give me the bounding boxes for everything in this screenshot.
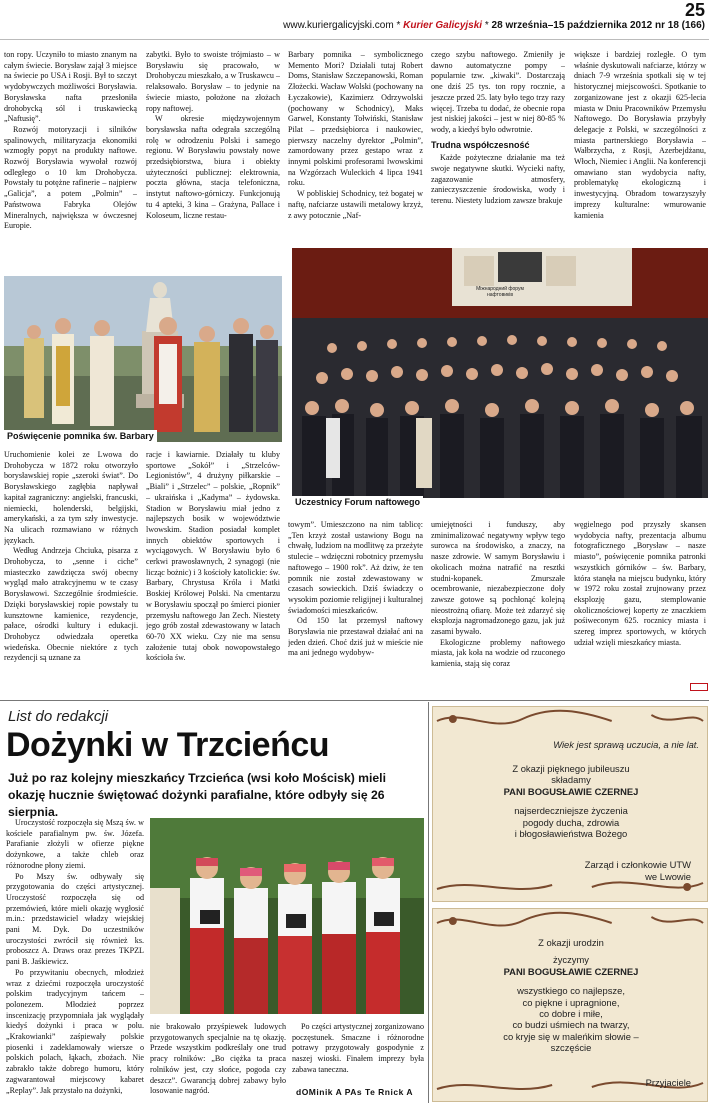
card-line: i błogosławieństwa Bożego — [514, 828, 628, 840]
paragraph: Po Mszy św. odbywały się przygotowania do części artystycznej. Uroczystość rozpoczęła się od przemówień, które mieli okazję wygłosić m.in.: przedstawiciel władzy wiejskiej pani M. Dyk. Do uczestników uroczystości zwrócił się również ks. proboszcz A. Draws oraz prezes TKPZL pani B. Jaśkiewicz. — [6, 871, 144, 967]
card-line: pogody ducha, zdrowia — [522, 816, 620, 828]
card-recipient: PANI BOGUSŁAWIE CZERNEJ — [503, 785, 639, 797]
card-line: co budzi uśmiech na twarzy, — [512, 1019, 630, 1031]
ornament-top-icon — [433, 707, 707, 741]
page-header — [0, 0, 709, 40]
article-lower-col-4 — [431, 520, 565, 694]
card-line: co kryje się w maleńkim słowie – — [503, 1030, 639, 1042]
header-brand: Kurier Galicyjski — [403, 20, 483, 31]
paragraph: większe i bardziej rozległe. O tym właśnie dyskutowali nafciarze, którzy w dniach 7-9 września spotkali się w tej historycznej miejscowości. Spotkanie to zorganizowane jest z okazji 625-lecia miasta w Dniu Pracowników Przemysłu Naftowego. Do Borysławia przybyły delegacje z Polski, w szczególności z miasta partnerskiego Borysławia – Wałbrzycha, z Rosji, Azerbejdżanu, Włoch, Niemiec i Anglii. Na konferencji omawiano stan wydobycia nafty, problematykę ekologiczną i inwestycyjną. Obradom towarzyszyły imprezy kulturalne: wmurowanie kamienia — [574, 50, 706, 220]
paragraph: Rozwój motoryzacji i silników spalinowych, militaryzacja ekonomiki wzmogły popyt na produkty naftowe. Rozwój Borysławia wywołał rozwój odległego o 10 km Drohobycza. Powstały tu potężne rafinerie – najpierw „Galicja”, a potem „Polmin” – Państwowa Fabryka Olejów Mineralnych, największa w ówczesnej Europie. — [4, 124, 137, 231]
card-motto: Wiek jest sprawą uczucia, a nie lat. — [553, 739, 699, 750]
header-sep: * — [482, 20, 492, 31]
letter-col-2 — [150, 1022, 286, 1102]
header-issue: 28 września–15 października 2012 nr 18 (166) — [491, 20, 705, 31]
paragraph: Według Andrzeja Chciuka, pisarza z Drohobycza, to „senne i ciche” miasteczko zawdzięcza swój obecny wygląd mało atrakcyjnemu w te czasy Borysławowi. Szczególnie środmieście. Dzięki borysławskiej ropie powstały tu kunsztowne kamienice, rezydencje, pałace, ośrodki kultury i edukacji. Drohobycz odwiedzała operetka wiedeńska. Obecnie niektóre z tych rezydencji są uznane za — [4, 546, 138, 663]
paragraph: węgielnego pod przyszły skansen wydobycia nafty, prezentacja albumu fotograficznego „Borysław – nasze miasto”, poświęcenie pomnika patronki wszystkich górników – św. Barbary, która stanęła na miejscu budynku, który w 1972 roku został zrujnowany przez eksplozję gazu, stemplowanie okolicznościowej koperty ze znaczkiem pośiweconym 625. rocznicy miasta i szereg imprez sportowych, w których udział wzięli mieszkańcy miasta. — [574, 520, 706, 647]
photo-statue-consecration — [4, 276, 282, 442]
paragraph: Uroczystość rozpoczęła się Mszą św. w kościele parafialnym pw. św. Józefa. Parafianie złożyli w ofierze piękne dożynkowe, a także chleb oraz różnorodne płony ziemi. — [6, 818, 144, 870]
paragraph: ton ropy. Uczyniło to miasto znanym na całym świecie. Borysław zajął 3 miejsce na świecie po USA i Rosji. Był to szczyt wydobywczych możliwości Borysławia. Borysławska nafta przesłoniła drohobycką sól i truskawiecką „Naftusię”. — [4, 50, 137, 124]
card-body — [443, 763, 699, 839]
card-line: składamy — [551, 774, 591, 786]
article-col-3 — [288, 50, 423, 272]
subheading: Trudna współczesność — [431, 139, 530, 150]
paragraph: Od 150 lat przemysł naftowy Borysławia nie przestawał działać ani na jeden dzień. Choć dziś już w mieście nie ma ani jednego wydobyw- — [288, 616, 423, 658]
header-sep: * — [393, 20, 404, 31]
forum-banner-text: Міжнародний форум нафтовиків — [476, 286, 524, 298]
card-line: szczęście — [550, 1042, 592, 1054]
card-from — [585, 859, 691, 883]
greeting-card-birthday — [432, 908, 708, 1102]
continuation-marker — [690, 683, 708, 691]
article-col-5 — [574, 50, 706, 272]
paragraph: Uruchomienie kolei ze Lwowa do Drohobycza w 1872 roku otworzyło borysławskiej ropie „szeroki świat”. Do Borysławskiego zagłębia napływał kapitał zagraniczny: angielski, francuski, niemiecki, holenderski, belgijski, amerykański, a za tym szły inwestycje. Na ulicach rozmawiano w różnych językach. — [4, 450, 138, 545]
caption-statue: Poświęcenie pomnika św. Barbary — [4, 430, 157, 442]
letter-title: Dożynki w Trzcieńcu — [6, 726, 330, 764]
paragraph: towym”. Umieszczono na nim tablicę: „Ten krzyż został ustawiony Bogu na chwałę, ludziom na modlitwę za przeżyte stulecie – wdzięczni robotnicy przemysłu naftowego – 1900 rok”. Aż dziw, że ten pomnik nie został zdewastowany w czasach sowieckich. Dziś świadczy o wysokim poziomie religijnej i kulturalnej świadomości mieszkańców. — [288, 520, 423, 615]
header-website[interactable]: www.kuriergalicyjski.com — [283, 20, 394, 31]
paragraph: Po przywitaniu obecnych, młodzież wraz z dziećmi rozpoczęła uroczystość polskim tradycyjnym tańcem – polonezem. Młodzież poprzez inscenizację przypomniała jak wyglądały kiedyś dożynki i praca w polu. „Krakowianki” zaśpiewały polskie piosenki i zadeklamowały wiersze o polskich polach, łąkach, zbożach. Nie zabrakło także dobrego humoru, który zagwarantował miejscowy kabaret „Replay”. Jak przystało na dożynki, — [6, 967, 144, 1095]
card-line: najserdeczniejsze życzenia — [514, 805, 628, 817]
card-from-line: Zarząd i członkowie UTW — [584, 859, 691, 870]
paragraph: zabytki. Było to swoiste trójmiasto – w Borysławiu się pracowało, w Drohobyczu mieszkało, a w Truskawcu – relaksowało. Borysław – to jedynie na świecie miasto, położone na złożach ropy naftowej. — [146, 50, 280, 113]
article-lower-col-3 — [288, 520, 423, 694]
article-lower-col-1 — [4, 450, 138, 694]
paragraph: racje i kawiarnie. Działały tu kluby sportowe „Sokół” i „Strzelców-Legionistów”, 4 drużyny piłkarskie – „Biali” i „Strzelec” – polskie, „Ropnik” – ukraińska i „Kadyma” – żydowska. Stadion w Borysławiu miał jedno z najlepszych bosik w województwie lwowskim. Stadion posiadał komplet innych obiektów sportowych i wyciągowych. W Borysławiu było 6 cerkwi prawosławnych, 2 synagogi (nie licząc bożnic) i 3 kościoły katolickie: św. Barbary, Chrystusa Króla i Matki Boskiej Królowej Polski. Na cmentarzu w Borysławiu spoczął po śmierci pionier przemysłu naftowego Jan Zech. Niestety jego grób został zdewastowany w latach 60-70 XX wieku. Czy nie ma sensu założenie tutaj obok nowopowstałego kościoła św. — [146, 450, 280, 663]
article-lower-col-2 — [146, 450, 280, 694]
card-line: Z okazji urodzin — [538, 937, 604, 948]
paragraph: umiejętności i funduszy, aby zminimalizować negatywny wpływ tego surowca na środowisko, a znaczy, na nasze zdrowie. W samym Borysławiu i okolicach można natrafić na resztki studni-kopanek. Zmurszałe ocembrowanie, niezabezpieczone doły zawsze gotowe są pochłonąć kolejną nieostrożną ofiarę. Może też zdarzyć się eksplozja nagromadzonego gazu, jak już zasami bywało. — [431, 520, 565, 637]
card-line: co piękne i upragnione, — [522, 996, 620, 1008]
letter-col-3 — [292, 1022, 424, 1084]
article-col-1 — [4, 50, 137, 272]
letter-col-1 — [6, 818, 144, 1100]
article-col-4 — [431, 50, 565, 272]
paragraph: W okresie międzywojennym borysławska nafta odegrała szczególną rolę w odrodzeniu Polski i samego regionu. W Borysławiu powstały nowe przedsiębiorstwa, biura i obiekty użyteczności publicznej: elektrownia, poczta główna, stacja telefoniczna, instytut naftowo-górniczy. Funkcjonują tu 4 apteki, 3 kina – Grażyna, Pallace i Koloseum, liczne restau- — [146, 114, 280, 220]
card-body — [443, 937, 699, 1054]
paragraph: Barbary pomnika – symbolicznego Memento Mori? Działali tutaj Robert Doms, Stanisław Szczepanowski, Roman Złożecki. Wacław Wolski (pochowany na Łyczakowie), Kazimierz Odrzywolski (pochowany w Schodnicy), Maks Garwel, Konstanty Tołwiński, Stanisław Pilat – przedsiębiorca i naukowiec, pierwszy naczelny dyrektor „Polmin”, zamordowany przez gestapo wraz z innymi polskimi profesorami lwowskimi na Wzgórzach Wuleckich 4 lipca 1941 roku. — [288, 50, 423, 188]
section-divider — [0, 700, 709, 701]
card-line: co dobre i miłe, — [539, 1008, 603, 1020]
paragraph: Każde pożyteczne działanie ma też swoje negatywne skutki. Wycieki nafty, zagazowanie atmosfery, zanieczyszczenie środowiska, wody i terenu. Niestety ludziom zawsze brakuje — [431, 153, 565, 206]
article-col-2 — [146, 50, 280, 272]
card-line: życzymy — [553, 954, 589, 966]
letter-signature: dOMinik A PAs Te Rnick A — [296, 1087, 414, 1097]
card-line: Z okazji pięknego jubileuszu — [512, 763, 630, 774]
letter-lead: Już po raz kolejny mieszkańcy Trzcieńca (wsi koło Mościsk) mieli okazję hucznie świętować dożynki parafialne, które odbyły się 26 sierpnia. — [8, 771, 386, 819]
page-number: 25 — [684, 0, 705, 20]
caption-forum: Uczestnicy Forum naftowego — [292, 496, 423, 508]
card-line: wszystkiego co najlepsze, — [517, 985, 625, 997]
article-lower-col-5 — [574, 520, 706, 694]
paragraph: Ekologiczne problemy naftowego miasta, jak koła na wodzie od rzuconego kamienia, stają się coraz — [431, 637, 565, 669]
header-line — [283, 20, 705, 31]
vertical-divider — [428, 702, 429, 1103]
card-recipient: PANI BOGUSŁAWIE CZERNEJ — [503, 965, 639, 977]
card-from: Przyjaciele — [645, 1077, 691, 1088]
greeting-card-jubilee — [432, 706, 708, 902]
paragraph: nie brakowało przyśpiewek ludowych przygotowanych specjalnie na tę okazję. Przede wszystkim podkreślały one trud pracy rolników: „Bo ciężka ta praca rolników jest, czy słońce, pogoda czy deszcz”. Gwarancją dobrej zabawy było losowanie nagród. — [150, 1022, 286, 1096]
paragraph: czego szybu naftowego. Zmieniły je dawno automatyczne pompy – popularnie tzw. „kiwaki”. Dostarczają one dziś 25 tys. ton ropy rocznie, a jeszcze przed 25. laty było tego trzy razy więcej. Trzeba tu dodać, że obecnie ropa jest niskiej jakości – jest w niej 80-85 % wody, a kiedyś było odwrotnie. — [431, 50, 565, 134]
paragraph: Po części artystycznej zorganizowano poczęstunek. Smaczne i różnorodne potrawy przygotowały gospodynie z naszej wioski. Finałem imprezy była zabawa taneczna. — [292, 1022, 424, 1074]
letter-kicker: List do redakcji — [8, 708, 109, 725]
card-from-line: we Lwowie — [645, 871, 691, 882]
photo-singing-girls — [150, 818, 424, 1014]
paragraph: W pobliskiej Schodnicy, też bogatej w naftę, nafciarze ustawili metalowy krzyż, z awy potocznie „Naf- — [288, 189, 423, 220]
